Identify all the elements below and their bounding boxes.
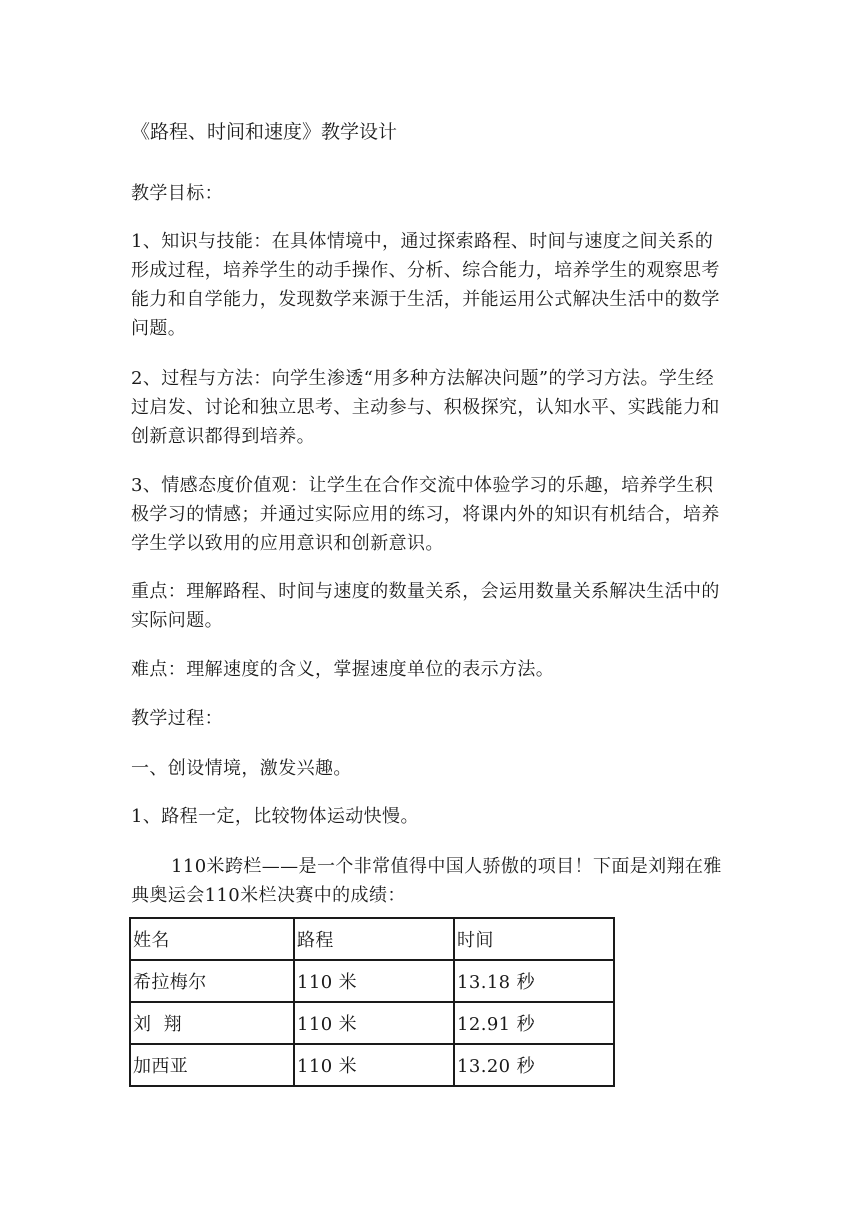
cell-distance: 110 米 [294,1044,454,1086]
cell-distance: 110 米 [294,960,454,1002]
objectives-heading: 教学目标： [131,183,223,204]
cell-distance: 110 米 [294,1002,454,1044]
header-cell-distance: 路程 [294,918,454,960]
process-heading: 教学过程： [131,708,223,729]
table-row [130,1044,614,1086]
table-row [130,1002,614,1044]
objective-emotion-values: 3、情感态度价值观：让学生在合作交流中体验学习的乐趣，培养学生积极学习的情感；并通过实际应用的练习，将课内外的知识有机结合，培养学生学以致用的应用意识和创新意识。 [131,475,720,554]
section-heading-1: 一、创设情境，激发兴趣。 [131,758,352,779]
objective-knowledge-skills: 1、知识与技能：在具体情境中，通过探索路程、时间与速度之间关系的形成过程，培养学生的动手操作、分析、综合能力，培养学生的观察思考能力和自学能力，发现数学来源于生活，并能运用公式解决生活中的数学问题。 [131,231,720,339]
header-cell-time: 时间 [454,918,614,960]
cell-name: 刘 翔 [130,1002,294,1044]
cell-name: 加西亚 [130,1044,294,1086]
table-row [130,960,614,1002]
cell-time: 13.20 秒 [454,1044,614,1086]
intro-paragraph: 110米跨栏——是一个非常值得中国人骄傲的项目！下面是刘翔在雅典奥运会110米栏决赛中的成绩： [131,856,722,906]
document-title: 《路程、时间和速度》教学设计 [131,121,398,143]
header-cell-name: 姓名 [130,918,294,960]
key-point-paragraph: 重点：理解路程、时间与速度的数量关系，会运用数量关系解决生活中的实际问题。 [131,581,720,631]
cell-time: 13.18 秒 [454,960,614,1002]
cell-time: 12.91 秒 [454,1002,614,1044]
cell-name: 希拉梅尔 [130,960,294,1002]
hurdles-results-table [129,917,615,1087]
objective-process-methods: 2、过程与方法：向学生渗透“用多种方法解决问题”的学习方法。学生经过启发、讨论和独立思考、主动参与、积极探究，认知水平、实践能力和创新意识都得到培养。 [131,368,720,447]
difficulty-paragraph: 难点：理解速度的含义，掌握速度单位的表示方法。 [131,659,555,680]
table-header-row [130,918,614,960]
step-heading-1: 1、路程一定，比较物体运动快慢。 [131,806,419,827]
